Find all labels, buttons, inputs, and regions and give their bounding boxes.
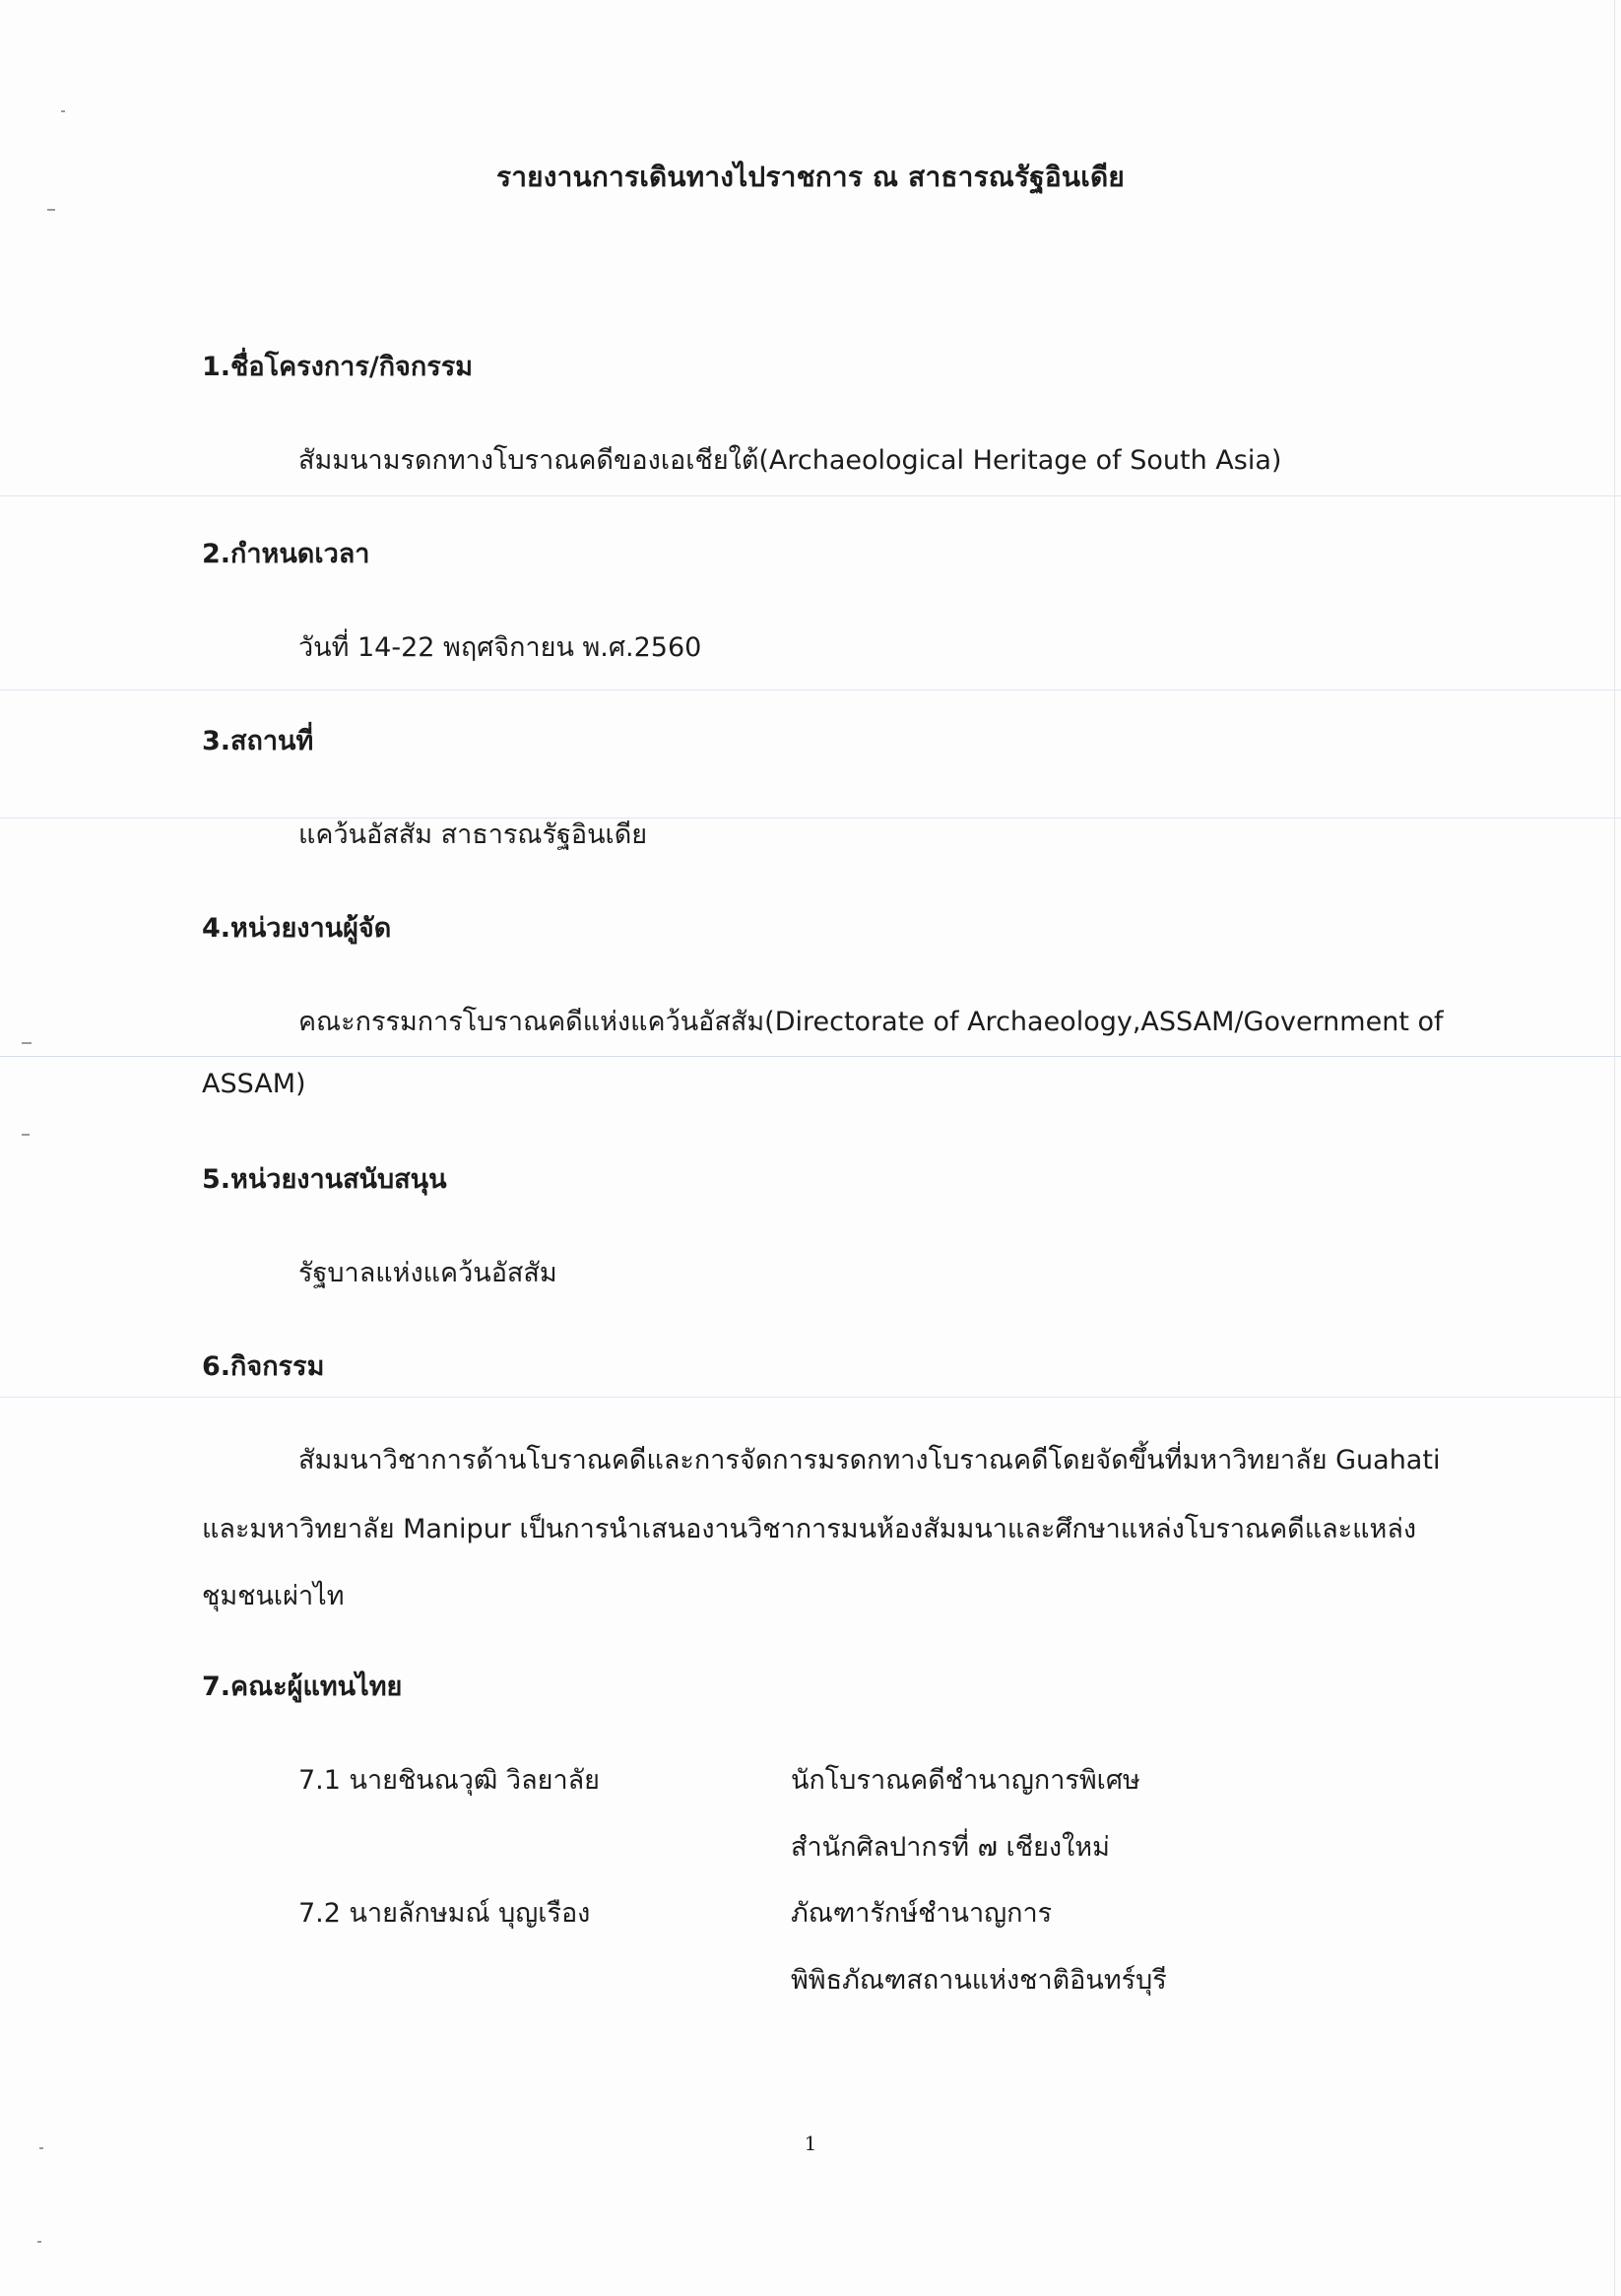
scan-speck: [37, 2241, 41, 2243]
representative-office: พิพิธภัณฑสถานแห่งชาติอินทร์บุรี: [791, 1965, 1167, 1996]
scan-line: [0, 1056, 1621, 1057]
section-text-venue: แคว้นอัสสัม สาธารณรัฐอินเดีย: [298, 820, 648, 850]
section-heading-schedule: 2.กำหนดเวลา: [202, 539, 370, 569]
section-heading-delegation: 7.คณะผู้แทนไทย: [202, 1672, 403, 1702]
scan-edge: [1614, 0, 1615, 2296]
representative-office: สำนักศิลปากรที่ ๗ เชียงใหม่: [791, 1832, 1110, 1863]
representative-position: ภัณฑารักษ์ชำนาญการ: [791, 1898, 1053, 1929]
scan-speck: [47, 209, 55, 211]
scan-speck: [22, 1042, 32, 1044]
scan-line: [0, 495, 1621, 496]
section-text-schedule: วันที่ 14-22 พฤศจิกายน พ.ศ.2560: [298, 632, 702, 663]
section-heading-activities: 6.กิจกรรม: [202, 1351, 325, 1382]
section-text-activities-line-3: ชุมชนเผ่าไท: [202, 1581, 345, 1611]
section-heading-project: 1.ชื่อโครงการ/กิจกรรม: [202, 352, 474, 382]
scan-line: [0, 689, 1621, 690]
page-number: 1: [804, 2132, 817, 2155]
scan-line: [0, 818, 1621, 819]
section-heading-organizer: 4.หน่วยงานผู้จัด: [202, 913, 392, 944]
section-text-supporter: รัฐบาลแห่งแคว้นอัสสัม: [298, 1258, 557, 1288]
scan-line: [0, 1397, 1621, 1398]
section-text-organizer-line-1: คณะกรรมการโบราณคดีแห่งแคว้นอัสสัม(Directorate of Archaeology,ASSAM/Government of: [298, 1007, 1444, 1037]
section-text-activities-line-2: และมหาวิทยาลัย Manipur เป็นการนำเสนองานวิชาการมนห้องสัมมนาและศึกษาแหล่งโบราณคดีและแหล่ง: [202, 1514, 1417, 1544]
representative-position: นักโบราณคดีชำนาญการพิเศษ: [791, 1765, 1140, 1796]
section-heading-venue: 3.สถานที่: [202, 726, 314, 756]
section-text-activities-line-1: สัมมนาวิชาการด้านโบราณคดีและการจัดการมรดกทางโบราณคดีโดยจัดขึ้นที่มหาวิทยาลัย Guahati: [298, 1445, 1441, 1476]
representative-name: 7.1 นายชินณวุฒิ วิลยาลัย: [298, 1765, 600, 1796]
scan-speck: [22, 1134, 30, 1136]
section-text-organizer-line-2: ASSAM): [202, 1069, 306, 1099]
scan-speck: [61, 110, 65, 112]
section-text-project: สัมมนามรดกทางโบราณคดีของเอเชียใต้(Archaeological Heritage of South Asia): [298, 445, 1282, 476]
document-title: รายงานการเดินทางไปราชการ ณ สาธารณรัฐอินเดีย: [495, 161, 1126, 193]
section-heading-supporter: 5.หน่วยงานสนับสนุน: [202, 1164, 447, 1195]
representative-name: 7.2 นายลักษมณ์ บุญเรือง: [298, 1898, 591, 1929]
